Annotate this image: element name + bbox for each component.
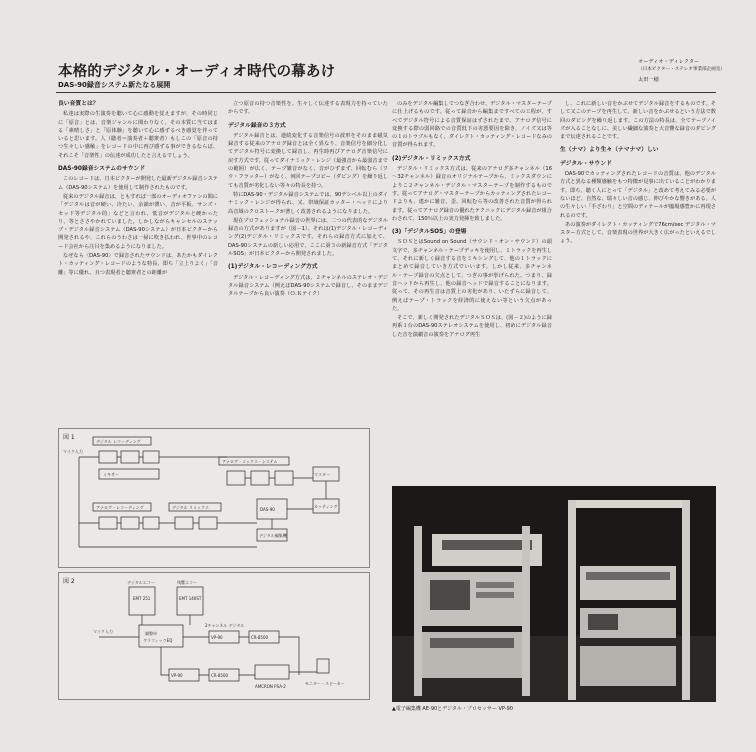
figure-2-diagram [59,573,369,699]
paragraph: 私達は実際の生演奏を聴いて心に感動を覚えますが、その時同じに「原音」とは、音楽ジャンルに関わりなく、その本質に当てはまる「素晴しさ」と「原体験」を聴いて心に感ずるべき感覚を伴っていると思います。人（聴者＝演奏者＋聴衆者）もしこの「原音の持つ生々しい感触」をレコードの中に再び感ずる事ができるならば、それこそ「音楽性」の伝達が成功したと言えるでしょう。 [58,111,218,159]
figure-1-diagram [59,429,369,567]
section-heading: (3)「デジタルSOS」の登場 [392,229,467,236]
fig2-box-label: CR-8500 [251,635,269,640]
figure-2-label: 図 2 [63,578,75,585]
fig1-box-label: DAS-90 [260,507,275,512]
paragraph: デジタル録音とは、連続変化する音楽信号の波形をそのまま磁気録音する従来のアナログ録音とは全く異なり、音楽信号を細分化してデジタル符号に変換して録音し、再生時再びアナログ音楽信号に戻す方式です。従ってダイナミック・レンジ（最強音から最弱音までの範囲）が広く、テープ雑音がなく、音がひずまず、回転むら（ワウ・フラッター）がなく、何回テープコピー（ダビング）を繰り返しても音質が劣化しない等々の特長を持つ。 [228,132,388,189]
paragraph: デジタル・リミックス方式は、従来のアナログ多チャンネル（16～32チャンネル）録音のオリジナルテープから、ミックスダウンによりこ２チャンネル・デジタル・マスターテープを制作するものです。従ってアナログ・マスターテープからカッティングされたレコードよりも、遙かに雑音、歪、回転むら等の改善された音質が得られます。従ってアナログ録音の優れたテクニックにデジタル録音が組合わされて、150％以上の実力発揮を致しました。 [392,166,552,222]
fig1-box [99,451,117,463]
text-column-4 [560,100,716,480]
fig2-box-label: グラフィックEQ [143,638,173,643]
fig2-box-label: AMCRON PSA-2 [255,684,286,689]
paragraph: 従来のデジタル録音は、ともすれば一部のオーディオファンの間に「デジタルは音が硬い、冷たい、余韻が薄い、音が平板、サンズ・セッド等デジタル的」などと言われ、低音がデジタルと硬かったり、等とささやかれていました。しかしながらキャンセルのステップ・デジタル録音システム（DAS-90システム）が日本ビクターから開発されるや、これらのうわさは一掃に吹き払われ、世界中のレコード会社から注目を集めるようになりました。 [58,193,218,250]
section-heading: 生（ナマ）より生々（ナマナマ）しい [560,147,659,154]
paragraph: このレコードは、日本ビクターが開発した最新デジタル録音システム（DAS-90システム）を使用して制作されたものです。 [58,176,218,191]
fig1-box [143,451,159,463]
fig2-box-label: 2チャンネル デジタル [205,623,245,628]
paragraph: 現在プロフェッショナル録音の世界には、二つの代表的なデジタル録音の方式がありますが（図－1）、それは(1)デジタル・レコーディング(2)デジタル・リミックスです。それらの録音方式に加えて、DAS-90システムの新しい応用で、ここに第３の新録音方式「デジタルSOS」が日本ビクターから開発されました。 [228,217,388,258]
text-column-1 [58,100,218,420]
equipment-photo [392,486,716,702]
fig2-box-label: マイク入力 [93,629,113,634]
fig1-box [121,517,139,529]
fig2-box-label: VP-90 [171,673,183,678]
fig1-box [175,517,193,529]
paragraph: あの演奏がダイレクト・カッティングで76cm/sec デジタル・マスター方式として、音楽表現の世界が大きく広がったといえるでしょう。 [560,221,716,245]
fig1-box-label: デジタル レコーディング [96,439,141,444]
section-heading: 良い音質とは？ [58,101,99,107]
fig2-box-label: EMT 251 [133,596,151,601]
author-affiliation: （日本ビクター・ステレオ事業部企画室） [638,67,726,72]
fig1-box-label: デジタル編集機 [259,533,287,538]
section-heading: (2)デジタル・リミックス方式 [392,155,471,162]
section-heading: デジタル録音の３方式 [228,122,286,129]
paragraph: なぜなら〈DAS-90〉で録音されたサウンドは、あたかもダイレクト・カッティング・レコードのような特長、即ち「立上りよく」「音離」等に優れ、且つ表現者と聴衆者との距離が [58,253,218,276]
fig2-box [129,587,155,615]
fig2-box-label: 残響エコー [177,580,197,585]
fig1-box [143,517,159,529]
fig2-box [139,625,183,647]
fig2-box [255,665,289,679]
paragraph: 特にDAS-90・デジタル録音システムでは、90デシベル以上のダイナミック・レンジが得られ、又、帯域保証カッター・ヘッドにより高音域のクロストークが著しく改善されるようになりました。 [228,191,388,215]
fig1-box [275,471,293,485]
title-divider [56,92,716,93]
section-heading: DAS-90録音システムのサウンド [58,166,146,173]
paragraph: デジタル・レコーディング方式は、２チャンネルのステレオ・デジタル録音システム（例えばDAS-90システムで録音し、そのままデジタルテープから良い演奏（Ｏ.Ｋテイク） [228,274,388,298]
fig1-box-label: ミキサー [103,472,119,477]
text-column-3 [392,100,552,478]
fig1-box-label: マイク入力 [63,449,83,454]
section-heading: デジタル・サウンド [560,160,612,167]
fig2-box-label: VP-90 [211,635,223,640]
figure-2-block-diagram [58,572,370,700]
paragraph: ＳＯＳとはSound on Sound（サウンド・オン・サウンド）の頭文字で、多チャンネル・テープデッキを使用し、１トラックを再生して、それに新しく録音する音をミキシングして、他の１トラックにまとめて録音していき方式でいいます。しかし従来、多チャンネル・テープ録音の欠点として、つぎの事が挙げられた。つまり、録音ヘッドから再生し、他の録音ヘッドで録音することになります。従って、その再生音は音質上の劣化があり、いたずらに録音して、例えばテープ・トラックを経済的に使えない等という欠点があった。 [392,239,552,312]
paragraph: 立つ原音の持つ音楽性を、生々しく伝達する表現力を持っていたからです。 [228,101,388,116]
paragraph: し、これに新しい音をかぶせてデジタル録音をするものです。そして又このテープを再生して、新しい音をかぶせるという方法で数回のダビングを繰り返します。この方法の特長は、全てテープノイズが入ることなしに、美しい繊細な演奏と大音響な録音のダビングまで伝達されることです。 [560,101,716,141]
fig2-box-label: 調整卓 [145,631,157,636]
photo-caption: ▲電子編集機 AE-90とデジタル・プロセッサー VP-90 [392,706,513,712]
fig1-box-label: マスター [314,472,330,477]
author-name: 太田一穂 [638,77,659,83]
fig1-box-label: アナログ・ミックス・システム [222,459,278,464]
fig2-box-label: モニター・スピーカー [305,681,345,686]
fig2-box-label: CR-8500 [211,673,229,678]
author-role: オーディオ・ディレクター [638,59,700,65]
paragraph: DAS-90でカッティングされたレコードの音質は、他のデジタル方式と異なる種類感触をもつ特徴が見事に出ていることがわかります。即ち、聴く人にとって「デジタル」と改めて考えてみる必要がないほど、自然な、瑞々しい音の感じ、伸びやかな響きがある。人の生々しい「手ざわり」と空間のディテールが臨場感豊かに再現されるのです。 [560,171,716,219]
fig1-box [251,471,269,485]
fig1-box [199,517,217,529]
fig1-box-label: カッティング [314,504,338,509]
fig1-box-label: デジタル リミックス [172,505,209,510]
equipment-photo-illustration [392,486,716,702]
fig1-box [99,517,117,529]
author-byline [638,58,725,84]
fig1-box-label: アナログ・レコーディング [96,505,144,510]
paragraph: のみをデジタル編集してつなぎ合わせ、デジタル・マスターテープに仕上げるものです。従って録音から編集まですべての工程が、すべてデジタル符号による音質保証はずされたまで、アナログ信号に変換する際の弱回路での音質低下の劣悪要因を除き、ノイズ又は等の１のトラブルもなく、ダイレクト・カッティング・レコードなみの音質が得られます。 [392,101,552,149]
fig2-box-label: デジタルエコー [127,580,155,585]
figure-1-label: 図 1 [63,434,75,441]
paragraph: そこで、新しく開発されたデジタルＳＯＳは、(図－２)のように録再系１台のDAS-90ステレオシステムを使用し、初めにデジタル録音した音を演劇音の演奏をアナログ再生 [392,315,552,338]
fig1-box [121,451,139,463]
fig1-box [227,471,245,485]
article-subtitle: DAS-90録音システム新たなる展開 [58,81,171,89]
figure-1-block-diagram [58,428,370,568]
fig2-box [177,587,203,615]
article-title: 本格的デジタル・オーディオ時代の幕あけ [58,64,336,80]
fig2-box [317,659,329,673]
text-column-2 [228,100,388,420]
section-heading: (1)デジタル・レコーディング方式 [228,264,318,271]
fig2-box-label: EMT 140ST [179,596,202,601]
